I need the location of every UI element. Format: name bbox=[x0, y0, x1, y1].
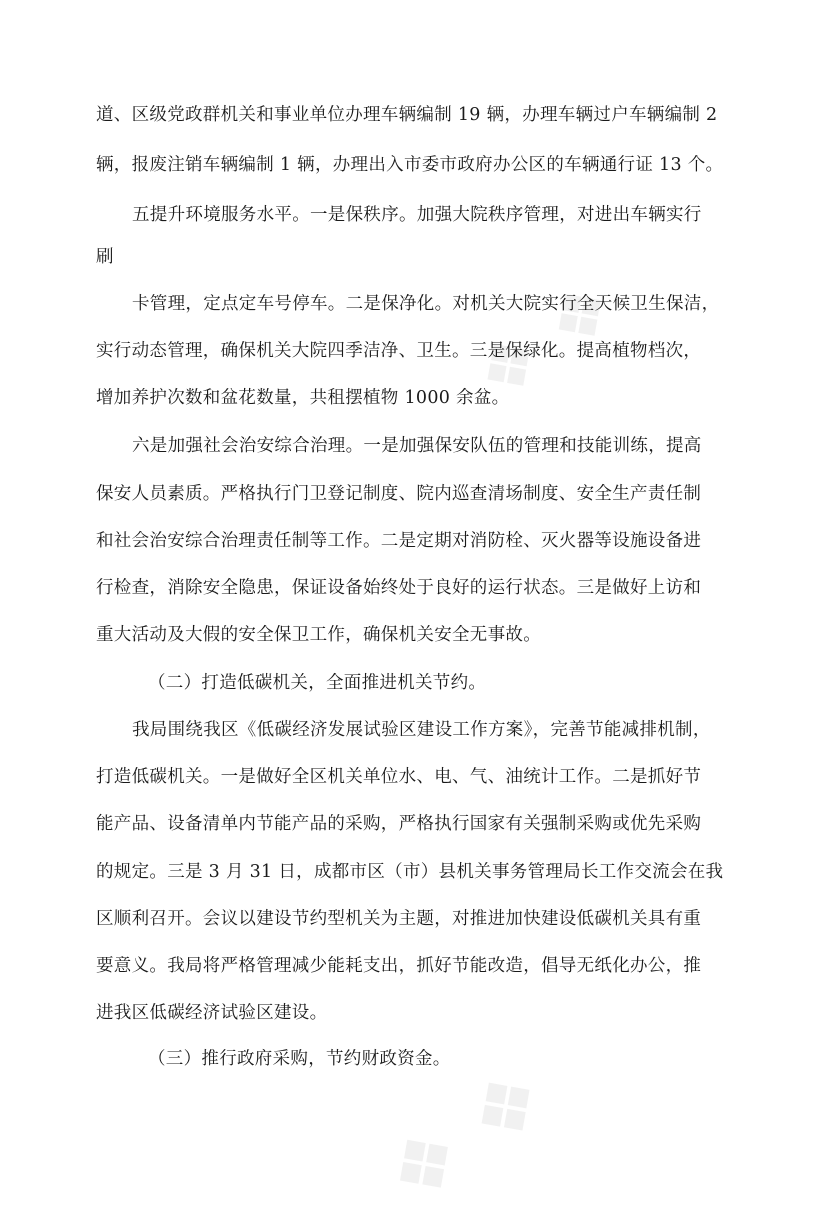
paragraph-line: 的规定。三是 3 月 31 日，成都市区（市）县机关事务管理局长工作交流会在我 bbox=[96, 862, 724, 882]
paragraph-line: 重大活动及大假的安全保卫工作，确保机关安全无事故。 bbox=[96, 625, 541, 645]
paragraph-line: 进我区低碳经济试验区建设。 bbox=[96, 1003, 328, 1023]
paragraph-line: 能产品、设备清单内节能产品的采购，严格执行国家有关强制采购或优先采购 bbox=[96, 814, 702, 834]
watermark: ❖ ❖ bbox=[368, 1049, 563, 1224]
paragraph-line: 五提升环境服务水平。一是保秩序。加强大院秩序管理，对进出车辆实行 bbox=[132, 205, 702, 225]
paragraph-line: 六是加强社会治安综合治理。一是加强保安队伍的管理和技能训练，提高 bbox=[132, 436, 702, 456]
paragraph-line: 我局围绕我区《低碳经济发展试验区建设工作方案》，完善节能减排机制， bbox=[132, 720, 711, 740]
paragraph-line: 和社会治安综合治理责任制等工作。二是定期对消防栓、灭火器等设施设备进 bbox=[96, 531, 702, 551]
section-heading: （二）打造低碳机关，全面推进机关节约。 bbox=[148, 673, 487, 693]
paragraph-line: 道、区级党政群机关和事业单位办理车辆编制 19 辆，办理车辆过户车辆编制 2 bbox=[96, 105, 718, 125]
watermark: ❖ ❖ bbox=[460, 264, 630, 418]
paragraph-line: 增加养护次数和盆花数量，共租摆植物 1000 余盆。 bbox=[96, 388, 510, 408]
paragraph-line: 保安人员素质。严格执行门卫登记制度、院内巡查清场制度、安全生产责任制 bbox=[96, 484, 702, 504]
paragraph-line: 要意义。我局将严格管理减少能耗支出，抓好节能改造，倡导无纸化办公，推 bbox=[96, 956, 702, 976]
paragraph-line: 区顺利召开。会议以建设节约型机关为主题，对推进加快建设低碳机关具有重 bbox=[96, 909, 702, 929]
paragraph-line: 行检查，消除安全隐患，保证设备始终处于良好的运行状态。三是做好上访和 bbox=[96, 578, 702, 598]
paragraph-line: 刷 bbox=[96, 247, 114, 267]
section-heading: （三）推行政府采购，节约财政资金。 bbox=[148, 1049, 451, 1069]
paragraph-line: 实行动态管理，确保机关大院四季洁净、卫生。三是保绿化。提高植物档次， bbox=[96, 341, 702, 361]
paragraph-line: 卡管理，定点定车号停车。二是保净化。对机关大院实行全天候卫生保洁， bbox=[132, 294, 720, 314]
paragraph-line: 打造低碳机关。一是做好全区机关单位水、电、气、油统计工作。二是抓好节 bbox=[96, 767, 702, 787]
paragraph-line: 辆，报废注销车辆编制 1 辆，办理出入市委市政府办公区的车辆通行证 13 个。 bbox=[96, 155, 724, 175]
